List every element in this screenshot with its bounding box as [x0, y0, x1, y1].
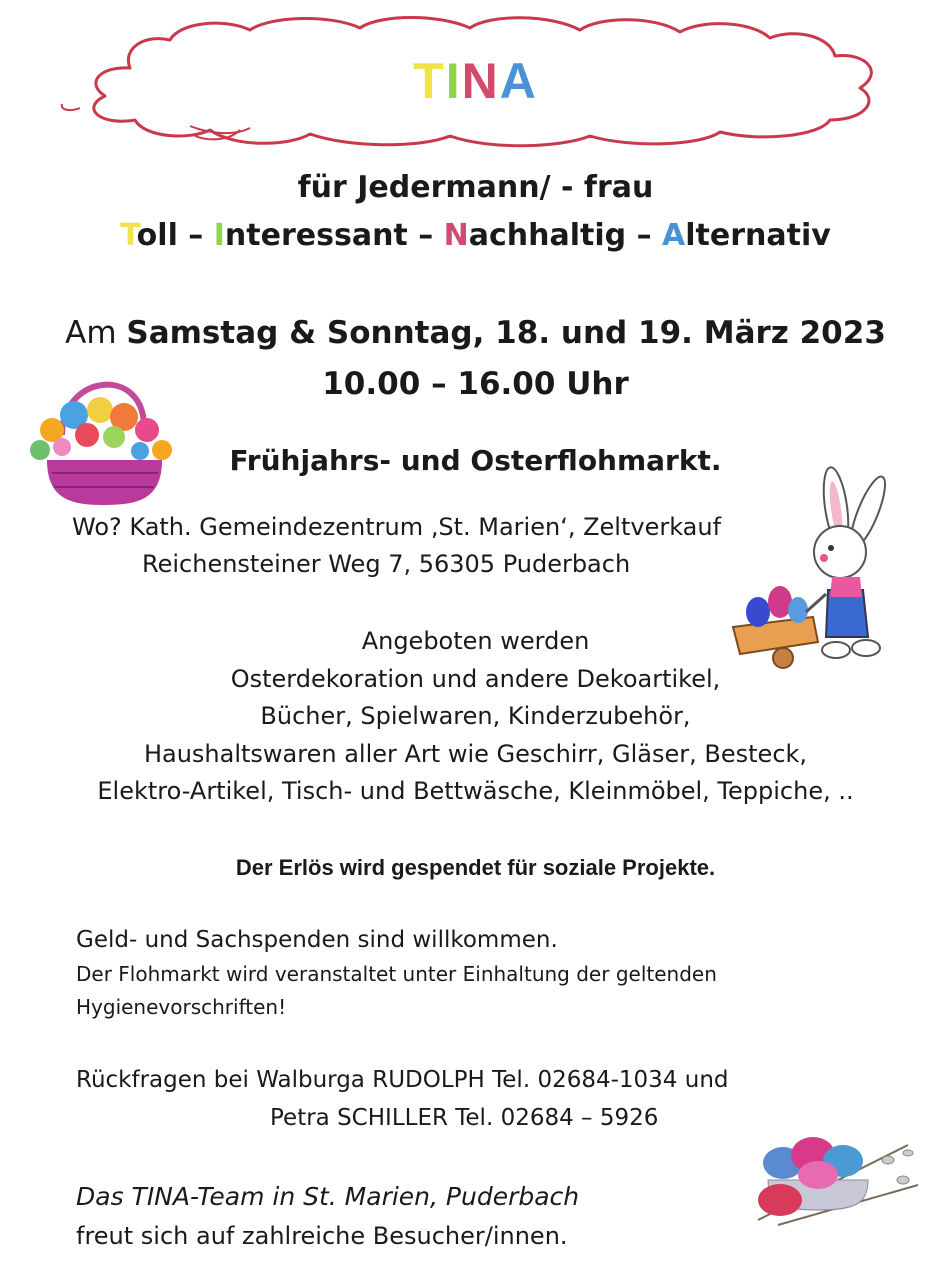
logo-letter-a: A [499, 53, 538, 109]
team-signature: Das TINA-Team in St. Marien, Puderbach [76, 1182, 580, 1211]
donations-note: Geld- und Sachspenden sind willkommen. [76, 927, 558, 953]
hygiene-note-line1: Der Flohmarkt wird veranstaltet unter Einhaltung der geltenden [76, 962, 717, 986]
contact-line1: Rückfragen bei Walburga RUDOLPH Tel. 02684-1034 und [76, 1067, 729, 1093]
slogan-word-interessant: nteressant [224, 218, 408, 253]
slogan-line [0, 218, 951, 253]
slogan-separator: – [407, 218, 444, 253]
slogan-word-alternativ: lternativ [685, 218, 831, 253]
slogan-separator: – [177, 218, 214, 253]
audience-line: für Jedermann/ - frau [297, 170, 654, 205]
event-date [0, 315, 951, 351]
slogan-separator: – [626, 218, 663, 253]
logo-letter-n: N [461, 53, 500, 109]
slogan-word-nachhaltig: achhaltig [468, 218, 627, 253]
date-main: Samstag & Sonntag, 18. und 19. März 2023 [126, 315, 886, 351]
logo-letter-t: T [413, 53, 446, 109]
offer-item: Osterdekoration und andere Dekoartikel, [230, 665, 721, 693]
offer-item: Elektro-Artikel, Tisch- und Bettwäsche, Kleinmöbel, Teppiche, .. [97, 777, 854, 805]
offer-item: Haushaltswaren aller Art wie Geschirr, Gläser, Besteck, [143, 740, 808, 768]
easter-eggs-image [738, 1125, 928, 1235]
date-prefix: Am [65, 315, 127, 351]
flower-basket-image [22, 355, 187, 515]
logo-letter-i: I [445, 53, 462, 109]
location-address: Reichensteiner Weg 7, 56305 Puderbach [142, 550, 631, 578]
slogan-initial-n: N [443, 218, 469, 253]
closing-line: freut sich auf zahlreiche Besucher/innen. [76, 1222, 568, 1250]
slogan-initial-i: I [213, 218, 225, 253]
slogan-initial-t: T [120, 218, 137, 253]
slogan-word-toll: oll [136, 218, 178, 253]
tina-logo [0, 52, 951, 110]
hygiene-note-line2: Hygienevorschriften! [76, 995, 287, 1019]
event-name: Frühjahrs- und Osterflohmarkt. [229, 444, 722, 477]
location-venue: Wo? Kath. Gemeindezentrum ‚St. Marien‘, Zeltverkauf [72, 513, 722, 541]
slogan-initial-a: A [662, 218, 686, 253]
contact-line2: Petra SCHILLER Tel. 02684 – 5926 [270, 1105, 659, 1131]
proceeds-note: Der Erlös wird gespendet für soziale Projekte. [235, 855, 716, 880]
offers-heading: Angeboten werden [361, 627, 590, 655]
event-time: 10.00 – 16.00 Uhr [322, 366, 629, 402]
offer-item: Bücher, Spielwaren, Kinderzubehör, [260, 702, 691, 730]
